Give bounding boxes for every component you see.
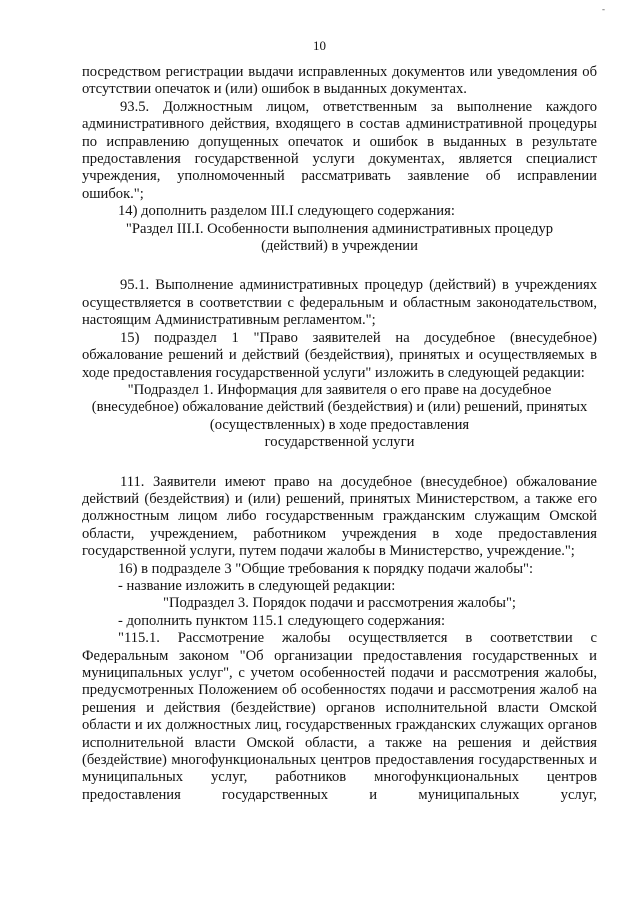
- paragraph-93-5: 93.5. Должностным лицом, ответственным за выполнение каждого административного действия, входящего в состав административной процедуры по исправлению допущенных опечаток и ошибок в выданных в результате предоставления государственной услуги документах, является специалист учреждения, уполномоченный рассматривать заявление об исправлении ошибок.";: [82, 98, 597, 202]
- page-number: 10: [313, 38, 326, 53]
- subsection-heading-line-1: "Подраздел 1. Информация для заявителя о его праве на досудебное: [127, 381, 552, 398]
- paragraph-add-instruction: - дополнить пунктом 115.1 следующего содержания:: [118, 612, 446, 629]
- document-body: [82, 64, 597, 804]
- paragraph-item-16: 16) в подразделе 3 "Общие требования к порядку подачи жалобы":: [118, 560, 534, 577]
- paragraph-continuation: посредством регистрации выдачи исправленных документов или уведомления об отсутствии опечаток и (или) ошибок в выданных документах.: [82, 64, 597, 98]
- paragraph-rename-instruction: - название изложить в следующей редакции:: [118, 577, 396, 594]
- paragraph-95-1: 95.1. Выполнение административных процедур (действий) в учреждениях осуществляется в соответствии с федеральным и областным законодательством, настоящим Административным регламентом.";: [82, 277, 597, 329]
- paragraph-item-14: 14) дополнить разделом III.I следующего содержания:: [118, 203, 455, 220]
- spacer: [82, 452, 597, 474]
- paragraph-115-1: "115.1. Рассмотрение жалобы осуществляется в соответствии с Федеральным законом "Об организации предоставления государственных и муниципальных услуг", с учетом особенностей подачи и рассмотрения жалобы, предусмотренных Положением об особенностях подачи и рассмотрения жалоб на решения и действия (бездействие) органов исполнительной власти Омской области и их должностных лиц, государственных гражданских служащих органов исполнительной власти Омской области, а также на решения и действия (бездействие) многофункциональных центров предоставления государственных и муниципальных услуг, работников многофункциональных центров предоставления государственных и муниципальных услуг,: [82, 630, 597, 803]
- paragraph-item-15: 15) подраздел 1 "Право заявителей на досудебное (внесудебное) обжалование решений и действий (бездействия), принятых и осуществляемых в ходе предоставления государственной услуги" изложить в следующей редакции:: [82, 329, 597, 381]
- section-heading-line-1: "Раздел III.I. Особенности выполнения административных процедур: [125, 220, 554, 237]
- paragraph-111: 111. Заявители имеют право на досудебное (внесудебное) обжалование действий (бездействия) и (или) решений, принятых Министерством, а также его должностным лицом либо государственным гражданским служащим Омской области, учреждением, работником учреждения в ходе предоставления государственной услуги, путем подачи жалобы в Министерство, учреждение.";: [82, 473, 597, 560]
- subsection-heading-line-2: (внесудебное) обжалование действий (бездействия) и (или) решений, принятых: [91, 399, 588, 416]
- subsection-heading-line-3: (осуществленных) в ходе предоставления: [209, 416, 470, 433]
- corner-mark: -: [602, 4, 605, 14]
- subsection-heading-line-4: государственной услуги: [264, 434, 415, 451]
- spacer: [82, 255, 597, 277]
- subsection-3-title: "Подраздел 3. Порядок подачи и рассмотрения жалобы";: [163, 595, 516, 612]
- section-heading-line-2: (действий) в учреждении: [261, 238, 418, 255]
